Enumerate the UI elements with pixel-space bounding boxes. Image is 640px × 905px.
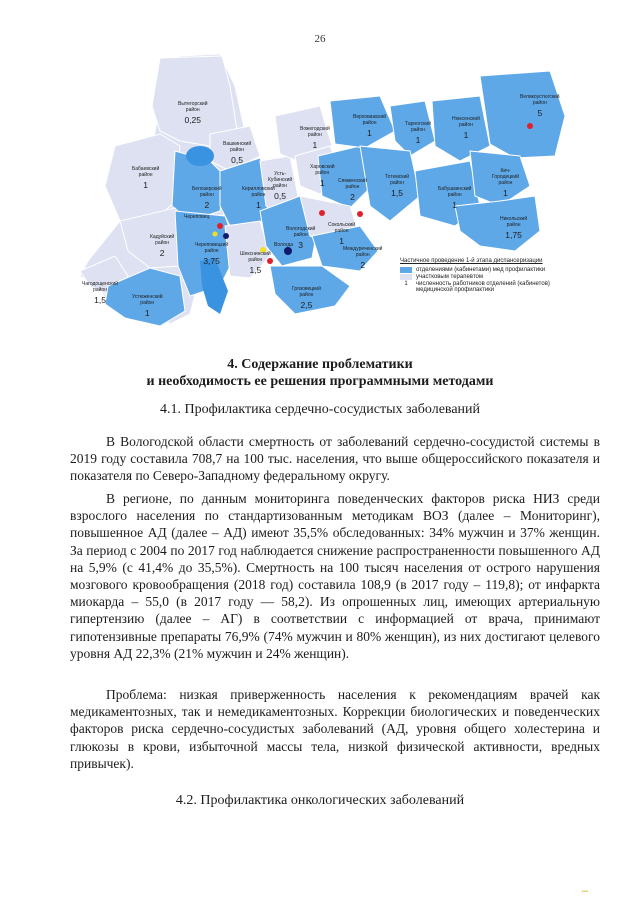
legend-number-symbol: 1 xyxy=(404,281,408,287)
region-value: 1 xyxy=(312,140,318,150)
region-label xyxy=(310,164,335,188)
map-legend xyxy=(400,258,600,294)
region-value: 2 xyxy=(159,248,165,258)
region-value: 2 xyxy=(360,260,366,270)
page-number: 26 xyxy=(314,33,326,45)
paragraph-2: В регионе, по данным мониторинга поведенческих факторов риска НИЗ среди взрослого населения по стандартизованным методикам ВОЗ (далее – Мониторинг), повышенное АД (далее – АД) имеют 35,5% обследованных: 34% мужчин и 37% женщин. За период с 2004 по 2017 год наблюдается снижение распространенности повышенного АД на 5,9% (с 41,4% до 35,5%). Смертность на 100 тысяч населения от острого нарушения мозгового кровообращения (2018 год) составила 108,9 (в 2017 году – 119,8); от инфаркта миокарда – 55,0 (в 2017 году — 58,2). Из опрошенных лиц, имеющих артериальную гипертензию (далее – АГ) в соответствии с информацией от врача, принимают гипотензивные препараты 76,9% (74% мужчин и 80% женщин), из них достигают целевого уровня АД 22,3% (21% мужчин и 24% женщин). xyxy=(70,491,600,661)
region-name: Кадуйский район xyxy=(150,234,175,246)
legend-number-label: численность работников отделений (кабинетов) медицинской профилактики xyxy=(416,281,550,293)
corner-mark: ▪▪▪ xyxy=(581,889,588,895)
region-value: 3,75 xyxy=(203,256,220,266)
region-value: 0,5 xyxy=(274,191,286,201)
region-name: Бабаевский район xyxy=(132,166,160,178)
region-name: Вытегорский район xyxy=(178,101,208,113)
region-value: 0,5 xyxy=(231,155,243,165)
region-name: Вологодский район xyxy=(286,226,316,238)
region-label xyxy=(82,281,118,305)
region-label xyxy=(438,186,471,210)
region-name: Великоустюгский район xyxy=(520,94,560,106)
city-label-vologda: Вологда xyxy=(274,242,294,248)
section-title xyxy=(0,356,640,390)
region-label xyxy=(150,234,174,258)
region-label xyxy=(520,94,560,118)
region-name: Тарногский район xyxy=(405,121,431,133)
region-label xyxy=(353,114,386,138)
region-name: Тотемский район xyxy=(385,174,410,186)
region-name: Усть- Кубинский район xyxy=(268,171,293,189)
subsection-heading-4-1: 4.1. Профилактика сердечно-сосудистых заболеваний xyxy=(159,402,481,417)
region-name: Грязовецкий район xyxy=(292,286,321,298)
region-value: 2 xyxy=(204,200,210,210)
legend-title: Частичное проведение 1-й этапа диспансеризации xyxy=(400,258,543,264)
region-value: 1 xyxy=(463,130,469,140)
legend-blue-label: отделениями (кабинетами) мед профилактики xyxy=(416,267,546,273)
region-label xyxy=(328,222,355,246)
region-name: Кирилловский район xyxy=(242,186,275,198)
region-value: 1,75 xyxy=(505,230,522,240)
region-label xyxy=(292,286,321,310)
region-label xyxy=(178,101,208,125)
region-name: Сямженский район xyxy=(338,178,367,190)
region-name: Шекснинский район xyxy=(240,251,271,263)
region-label xyxy=(223,141,251,165)
region-value: 1 xyxy=(415,135,421,145)
region-value: 1 xyxy=(319,178,325,188)
region-label xyxy=(343,246,382,270)
region-label xyxy=(500,216,527,240)
region-name: Чагодощенский район xyxy=(82,281,119,293)
region-value: 2 xyxy=(350,192,355,202)
region-label xyxy=(405,121,431,145)
region-label xyxy=(268,171,292,201)
region-value: 1 xyxy=(144,308,150,318)
region-value: 1 xyxy=(452,200,458,210)
region-label xyxy=(385,174,409,198)
region-label xyxy=(452,116,480,140)
region-name: Междуреченский район xyxy=(343,246,383,258)
region-name: Устюженский район xyxy=(132,294,163,306)
region-value: 1,5 xyxy=(249,265,262,275)
region-name: Верховажский район xyxy=(353,114,387,126)
region-name: Кич- Городецкий район xyxy=(492,168,519,186)
region-label xyxy=(300,126,330,150)
region-name: Вашкинский район xyxy=(223,141,252,153)
city-label-cherepovets: Череповец xyxy=(184,214,210,220)
region-value: 1,5 xyxy=(391,188,403,198)
paragraph-1: В Вологодской области смертность от заболеваний сердечно-сосудистой системы в 2019 году составила 708,7 на 100 тыс. населения, что выше общероссийского показателя и показателя по Северо-Западному федеральному округу. xyxy=(70,434,600,484)
paragraph-3: Проблема: низкая приверженность населения к рекомендациям врачей как медикаментозных, так и немедикаментозных. Коррекции биологических и поведенческих факторов риска сердечно-сосудистых заболеваний (АД, уровня общего холестерина и глюкозы в крови, избыточной массы тела, низкой физической активности, вредных привычек). xyxy=(70,687,600,771)
region-map xyxy=(60,46,595,346)
region-label xyxy=(240,251,271,275)
region-name: Череповецкий район xyxy=(195,242,229,254)
legend-light-label: участковым терапевтом xyxy=(416,274,484,280)
region-label xyxy=(492,168,519,198)
region-value: 3 xyxy=(298,240,304,250)
region-name: Сокольский район xyxy=(328,222,356,234)
legend-swatch-blue xyxy=(400,267,412,273)
region-value: 1,5 xyxy=(94,295,106,305)
region-value: 2,5 xyxy=(300,300,313,310)
region-name: Никольский район xyxy=(500,216,528,228)
region-label xyxy=(132,166,159,190)
region-value: 1 xyxy=(143,180,148,190)
region-name: Вожегодский район xyxy=(300,126,330,138)
region-label xyxy=(195,242,228,266)
section-number: 4. xyxy=(227,357,238,372)
region-value: 1 xyxy=(256,200,261,210)
section-title-line2: и необходимость ее решения программными методами xyxy=(146,374,494,389)
region-label xyxy=(192,186,222,210)
section-title-line1: Содержание проблематики xyxy=(241,357,413,372)
region-label xyxy=(132,294,163,318)
legend-swatch-light xyxy=(400,274,412,280)
subsection-heading-4-2: 4.2. Профилактика онкологических заболеваний xyxy=(175,793,465,808)
region-value: 1 xyxy=(339,236,344,246)
region-value: 1 xyxy=(367,128,372,138)
region-name: Бабушкинский район xyxy=(438,186,472,198)
region-label xyxy=(338,178,367,202)
region-name: Белозерский район xyxy=(192,186,222,198)
region-name: Нюксенский район xyxy=(452,116,480,128)
region-labels xyxy=(60,46,595,346)
region-value: 1 xyxy=(503,188,508,198)
region-value: 5 xyxy=(537,108,543,118)
region-value: 0,25 xyxy=(184,115,202,125)
region-name: Харовский район xyxy=(310,164,335,176)
